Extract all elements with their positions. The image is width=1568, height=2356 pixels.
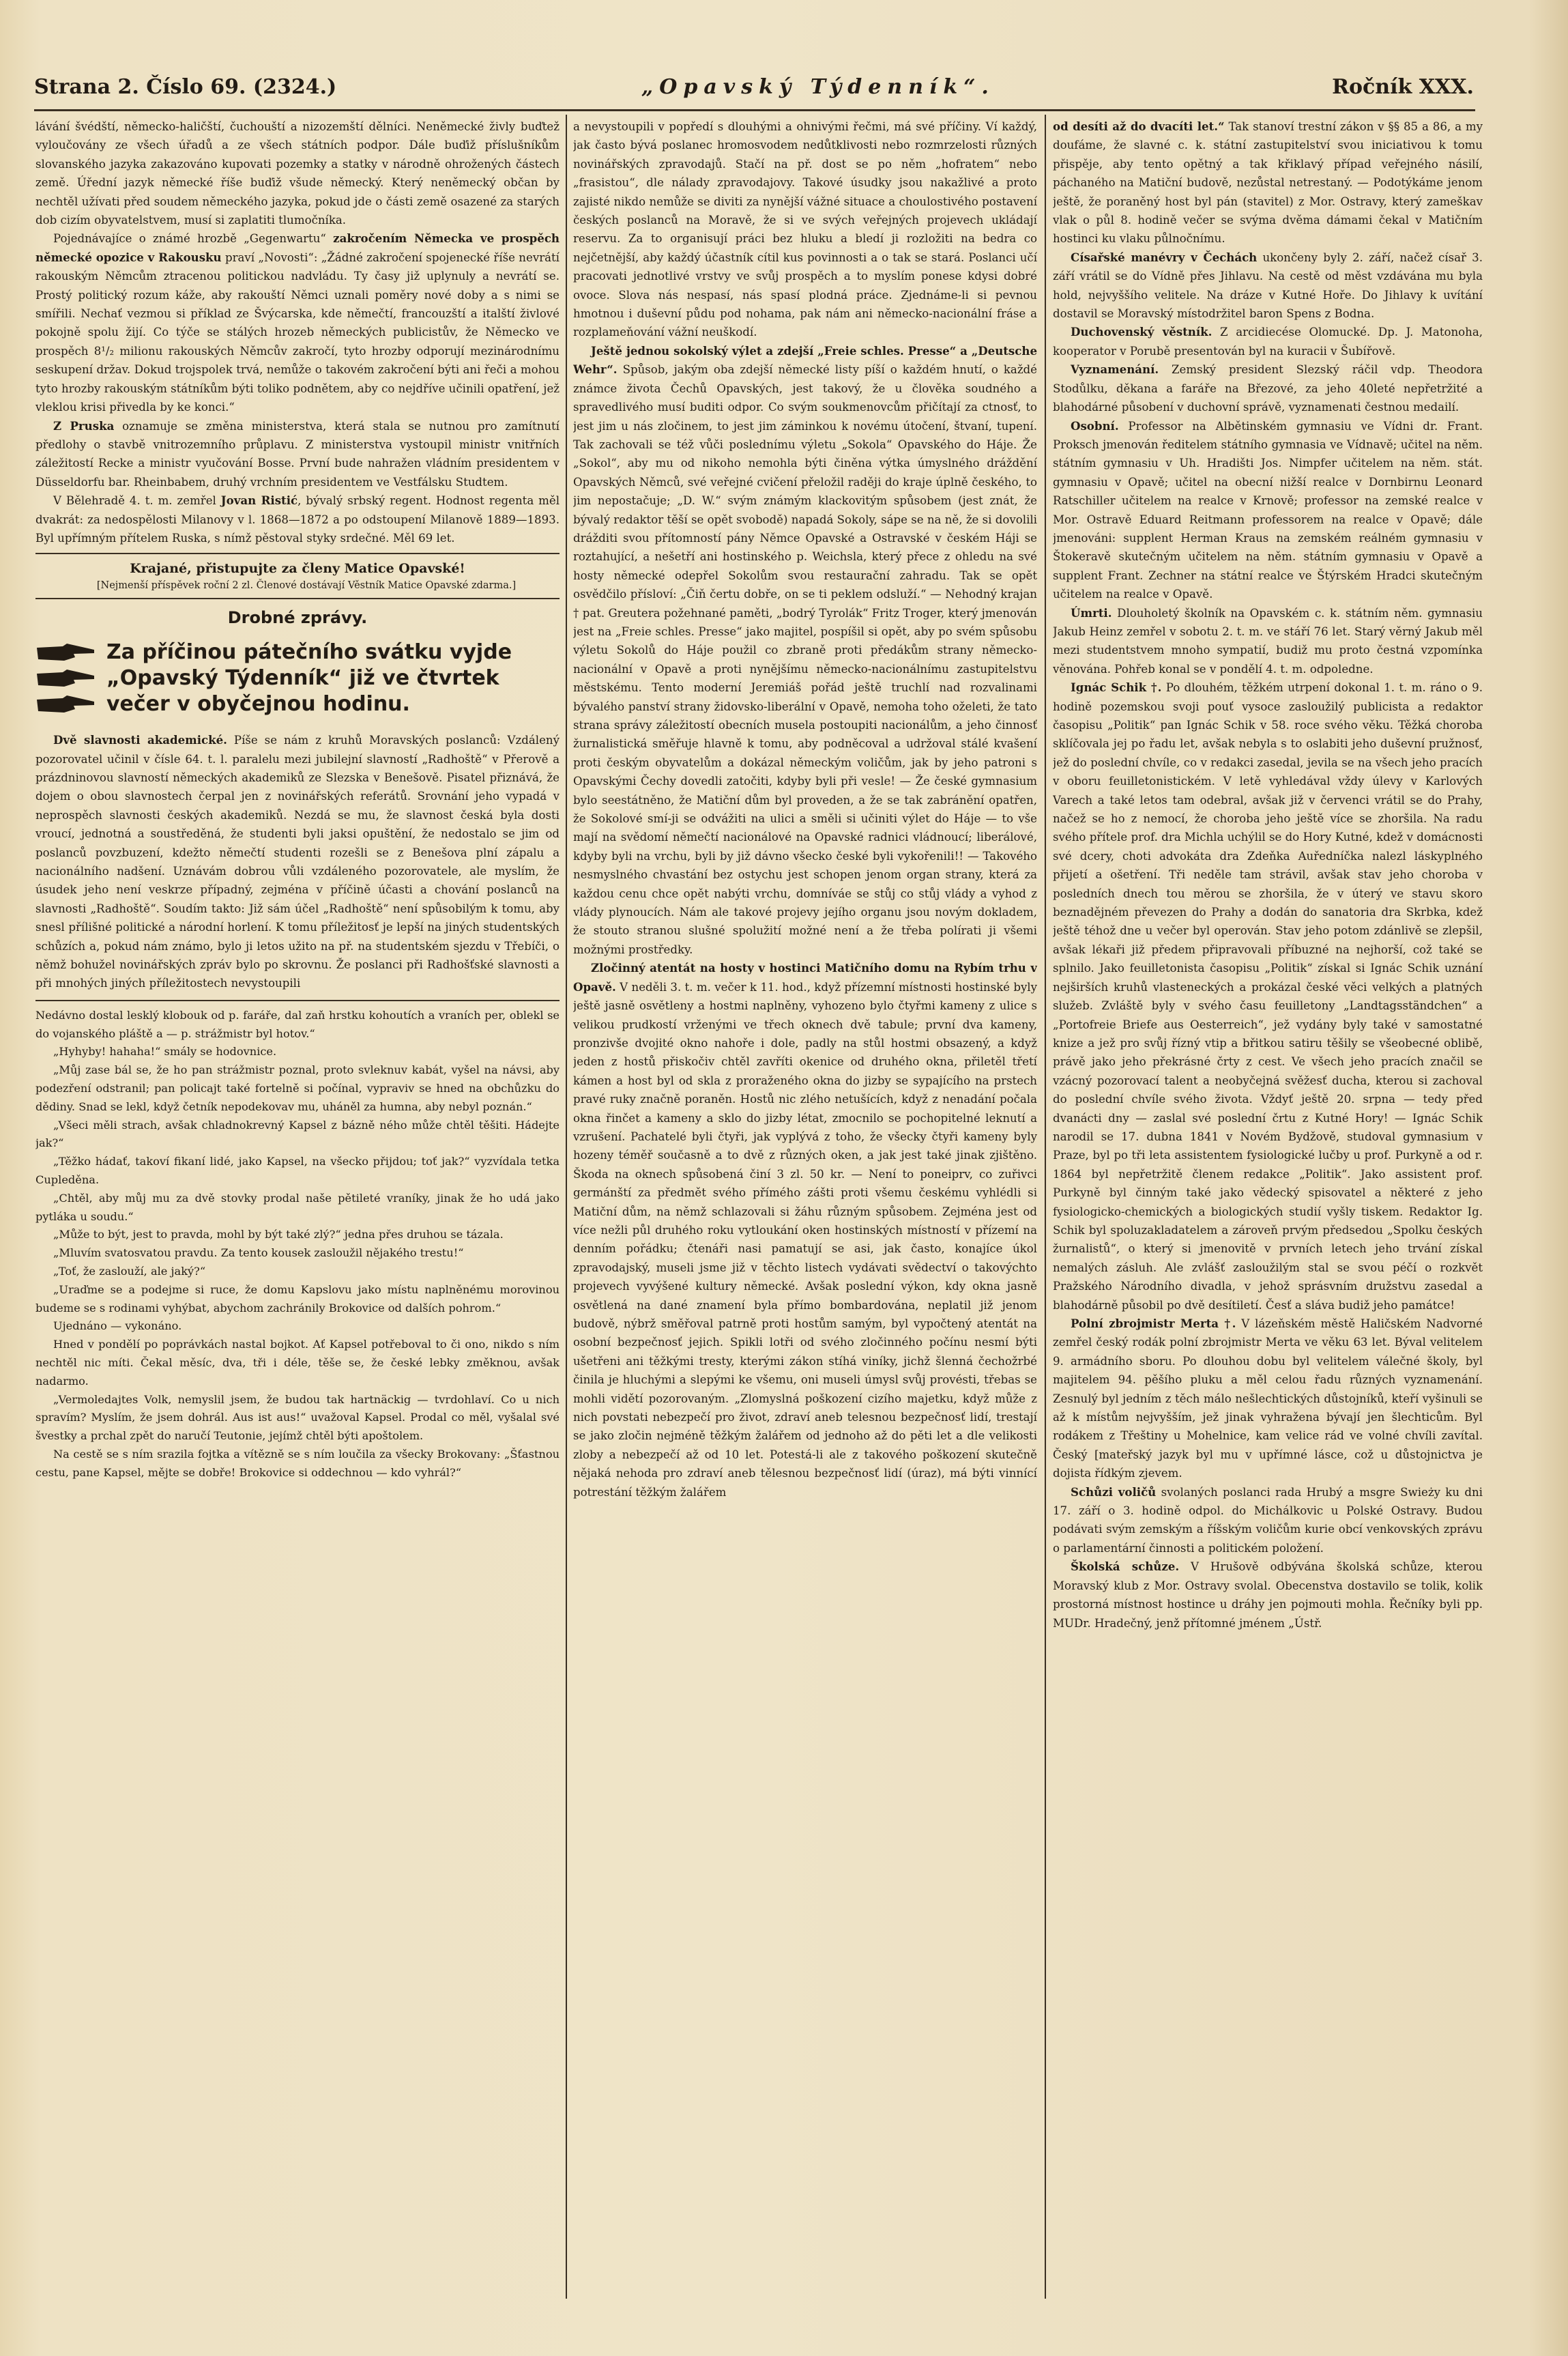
article-headline: Ještě jednou sokolský výlet a zdejší „Freie schles. Presse“ a „Deutsche Wehr“. — [573, 343, 1037, 377]
story-paragraph: Nedávno dostal lesklý klobouk od p. faráře, dal zaň hrstku kohoutích a vraních per, oblekl se do vojanského pláště a — p. strážmistr byl hotov.“ — [35, 1008, 560, 1040]
column-3 — [1053, 117, 1483, 2301]
article-headline: Schůzi voličů — [1071, 1484, 1157, 1499]
story-paragraph: Ujednáno — vykonáno. — [53, 1319, 182, 1333]
article-voters-meeting — [1053, 1483, 1483, 1558]
story-paragraph: „Vermoledajtes Volk, nemyslil jsem, že budou tak hartnäckig — tvrdohlaví. Co u nich spravím? Myslím, že jsem dohrál. Aus ist aus!“ uvažoval Kapsel. Prodal co měl, vyšalal své švestky a prchal zpět do naručí Teutonie, jejímž chtěl býti apoštolem. — [35, 1392, 560, 1443]
article-academic-celebrations — [35, 731, 560, 993]
feuilleton-story — [35, 1007, 560, 1482]
column-rule-1 — [566, 115, 567, 2299]
column-2 — [573, 117, 1037, 2301]
matice-appeal-note: [Nejmenší příspěvek roční 2 zl. Členové dostávají Věstník Matice Opavské zdarma.] — [96, 579, 517, 591]
notice-row — [35, 640, 560, 665]
article-headline: Dvě slavnosti akademické. — [53, 733, 227, 747]
article-text: svolaných poslanci rada Hrubý a msgre Swieży ku dni 17. září o 3. hodině odpol. do Michálkovic u Polské Ostravy. Budou podávati svým zemským a říšským voličům kurie obcí venkovských zprávu o parlamentární činnosti a politickém položení. — [1053, 1485, 1483, 1555]
page-number-issue: Strana 2. Číslo 69. (2324.) — [34, 75, 337, 99]
story-paragraph: „Může to být, jest to pravda, mohl by být také zlý?“ jedna přes druhou se tázala. — [53, 1228, 504, 1241]
article-headline: Duchovenský věstník. — [1071, 325, 1213, 339]
article-headline: Z Pruska — [53, 418, 115, 433]
article-honours — [1053, 360, 1483, 416]
article-headline: Vyznamenání. — [1071, 362, 1159, 377]
notice-row — [35, 665, 560, 691]
article-prussia — [35, 417, 560, 492]
header-rule — [34, 109, 1475, 111]
article-text: , bývalý srbský regent. Hodnost regenta měl dvakrát: za nedospělosti Milanovy v l. 1868—1872 a po odstoupení Milanově 1889—1893. Byl upřímným přítelem Ruska, s nímž pěstoval styky srdečné. Měl 69 let. — [35, 494, 560, 545]
article-text: oznamuje se změna ministerstva, která stala se nutnou pro zamítnutí předlohy o stavbě vnitrozemního průplavu. Z ministerstva vystoupil ministr vnitřních záležitostí Recke a ministr vyučování Bosse. První bude nahražen vládním presidentem v Düsseldorfu bar. Rheinbabem, druhý vrchním presidentem ve Vestfálsku Studtem. — [35, 419, 560, 489]
article-headline: od desíti až do dvacíti let.“ — [1053, 119, 1225, 133]
article-headline: Osobní. — [1071, 418, 1119, 433]
article-text: praví „Novosti“: „Žádné zakročení spojenecké říše nevrátí rakouským Němcům ztracenou politickou nadvládu. Ty časy již uplynuly a nevrátí se. Prostý politický rozum káže, aby rakouští Němci uznali poměry nové doby a s nimi se smířili. Nechať vezmou si příklad ze Švýcarska, kde němečtí, francouzští a italští živlové pokojně spolu žijí. Co týče se stálých hrozeb německých publicistův, že Německo ve prospěch 8¹/₂ milionu rakouských Němcův zakročí, tyto hrozby odporují mezinárodnímu seskupení držav. Dokud trojspolek trvá, nemůže o takovém zakročení býti ani řeči a mohou tyto hrozby rakouským státníkům býti toliko podnětem, aby co nejdříve učinili opatření, jež vleklou krisi přivedla by ke konci.“ — [35, 250, 560, 414]
article-continued: lávání švédští, německo-haličští, čuchouští a nizozemští dělníci. Neněmecké živly buďtež vyloučovány ze všech úřadů a ze všech státních podpor. Dále buďiž příslušníkům slovanského jazyka zakazováno kupovati pozemky a statky v národně ohrožených částech země. Úřední jazyk německé říše buďiž všude německý. Který neněmecký občan by nechtěl užívati před soudem německého jazyka, pokud jde o části země osazené za starých dob cizím obyvatelstvem, musí si zaplatiti tlumočníka. — [35, 120, 560, 227]
article-text: V Bělehradě 4. t. m. zemřel — [53, 494, 221, 508]
column-1 — [35, 117, 560, 2301]
pointing-hand-icon — [35, 642, 97, 663]
article-text: V Hrušově odbývána školská schůze, kterou Moravský klub z Mor. Ostravy svolal. Obecenstva dostavilo se tolik, kolik prostorná místnost hostince u dráhy jen pojmouti mohla. Řečníky byli pp. MUDr. Hradečný, jenž přítomné jménem „Ústř. — [1053, 1560, 1483, 1630]
article-text: Dlouholetý školník na Opavském c. k. státním něm. gymnasiu Jakub Heinz zemřel v sobotu 2. t. m. ve stáří 76 let. Starý věrný Jakub měl mezi studentstvem mnoho sympatií, budiž mu proto čestná vzpomínka věnována. Pohřeb konal se v pondělí 4. t. m. odpoledne. — [1053, 606, 1483, 676]
article-text: Professor na Albětinském gymnasiu ve Vídni dr. Frant. Proksch jmenován ředitelem státního gymnasia ve Vídnavě; učitel na něm. státním gymnasiu v Uh. Hradišti Jos. Nimpfer učitelem na něm. stát. gymnasiu v Opavě; učitel na obecní nižší realce v Dornbirnu Leonard Ratschiller učitelem na realce v Krnově; professor na zemské realce v Mor. Ostravě Eduard Reitmann professorem na realce v Opavě; dále jmenováni: supplent Herman Kraus na zemském reálném gymnasiu v Štokeravě skutečným učitelem na něm. státním gymnasiu v Opavě a supplent Frant. Zechner na státní realce ve Štýrském Hradci skutečným učitelem na realce v Opavě. — [1053, 419, 1483, 601]
matice-appeal-title: Krajané, přistupujte za členy Matice Opavské! — [130, 561, 465, 577]
pointing-hand-icon — [35, 668, 97, 689]
volume-number: Ročník XXX. — [1332, 75, 1474, 99]
article-headline: Jovan Ristić — [220, 493, 298, 508]
article-death — [1053, 604, 1483, 679]
pointing-hand-icon — [35, 694, 97, 715]
article-merta — [1053, 1315, 1483, 1483]
article-attack-matice-house — [573, 959, 1037, 1502]
article-ristic — [35, 491, 560, 547]
article-clergy-news — [1053, 323, 1483, 360]
story-paragraph: „Hyhyby! hahaha!“ smály se hodovnice. — [53, 1045, 277, 1059]
story-paragraph: „Uraďme se a podejme si ruce, že domu Kapslovu jako místu naplněnému morovinou budeme se s rodinami vyhýbat, abychom zachránily Brokovice od dalších pohrom.“ — [35, 1282, 560, 1315]
article-text: Tak stanoví trestní zákon v §§ 85 a 86, a my doufáme, že slavné c. k. státní zastupitelství svou iniciativou k tomu přispěje, aby tento opětný a tak křiklavý případ veřejného násilí, páchaného na Matiční budově, nezůstal netrestaný. — Podotýkáme jenom ještě, že poraněný host byl pán (stavitel) z Mor. Ostravy, který zameškav vlak o půl 8. hodině večer se svýma dvěma dámami čekal v Matičním hostinci ku vlaku půlnočnímu. — [1053, 120, 1483, 246]
article-text: ukončeny byly 2. září, načež císař 3. září vrátil se do Vídně přes Jihlavu. Na cestě od měst vzdávána mu byla hold, nejvyššího velitele. Na dráze v Kutné Hoře. Do Jihlavy k uvítání dostavil se Moravský místodržitel baron Spens z Bodna. — [1053, 250, 1483, 321]
page-header — [34, 75, 1474, 106]
article-text: Z arcidiecése Olomucké. Dp. J. Matonoha, kooperator v Porubě presentován byl na kuracii v Šubířově. — [1053, 326, 1483, 358]
article-text: Zemský president Slezský ráčil vdp. Theodora Stodůlku, děkana a faráře na Březové, za jeho 40leté nepřetržité a blahodárné působení v duchovní správě, vyznamenati čestnou medailí. — [1053, 363, 1483, 414]
article-headline: Ignác Schik †. — [1071, 680, 1162, 695]
article-intervention-germany — [35, 229, 560, 416]
article-headline: Císařské manévry v Čechách — [1071, 250, 1258, 264]
article-school-meeting — [1053, 1557, 1483, 1633]
article-text: Pojednávajíce o známé hrozbě „Gegenwartu“ — [53, 232, 334, 246]
article-text: Po dlouhém, těžkém utrpení dokonal 1. t. m. ráno o 9. hodině pozemskou svoji pouť vysoce zasloužilý publicista a redaktor časopisu „Politik“ pan Ignác Schik v 58. roce svého věku. Těžká choroba sklíčovala jej po řadu let, avšak nebyla s to oslabiti jeho duševní pružnosť, jež do poslední chvíle, co v redakci zasedal, jevila se na všech jeho pracích v oboru feuilletonistickém. V letě vyhledával vždy úlevy v Karlových Varech a také letos tam odebral, avšak již v červenci vrátil se do Prahy, načež se ho z nemocí, že choroba jeho ještě více se zhoršila. Na radu svého přítele prof. dra Michla uchýlil se do Hory Kutné, kdež v domácnosti své dcery, choti advokáta dra Zdeňka Auředníčka nalezl láskyplného přijetí a ošetření. Tři neděle tam strávil, avšak stav jeho choroba v posledních dnech tou měrou se zhoršila, že v úterý ve stavu skoro beznadějném převezen do Prahy a dodán do sanatoria dra Skrbka, kdež ještě téhož dne u večer byl operován. Stav jeho potom zdánlivě se zlepšil, avšak lékaři již předem připravovali příbuzné na nejhorší, což také se splnilo. Jako feuilletonista časopisu „Politik“ získal si Ignác Schik uznání nejširších kruhů vlasteneckých a prokázal české věci velkých a platných služeb. Zvláště byly v svého času feuilletony „Landtagsständchen“ a „Portofreie Briefe aus Oesterreich“, jež vydány byly také v samostatné knize a jež pro svůj řízný vtip a břitkou satiru těšily se všeobecné oblibě, právě jako jeho překrásné črty z cest. Ve všech jeho pracích značil se vzácný pozorovací talent a neobyčejná svěžesť ducha, kterou si zachoval do poslední chvíle svého života. Vždyť ještě 20. srpna — tedy před dvanácti dny — zaslal své poslední črtu z Kutné Hory! — Ignác Schik narodil se 17. dubna 1841 v Novém Bydžově, studoval gymnasium v Praze, byl po tři leta assistentem fysiologické lučby u prof. Purkyně a od r. 1864 byl nepřetržitě členem redakce „Politik“. Jako assistent prof. Purkyně byl činným také jako vědecký spisovatel a některé z jeho fysiologicko-chemických a biologických studií vyšly tiskem. Redaktor Ig. Schik byl spoluzakladatelem a zároveň prvým předsedou „Spolku českých žurnalistů“, o který si jmenovitě v prvních letech jeho trvání získal nemalých zásluh. Ale zvlášť zasloužilým stal se svou péčí o rozkvět Pražského Národního divadla, v jehož sprásvním družstvu zasedal a blahodárně působil po dvě desítiletí. Česť a sláva budiž jeho památce! — [1053, 681, 1483, 1312]
story-paragraph: „Chtěl, aby můj mu za dvě stovky prodal naše pětileté vraníky, jinak že ho udá jako pytláka u soudu.“ — [35, 1191, 560, 1223]
story-paragraph: „Všeci měli strach, avšak chladnokrevný Kapsel z bázně ného může chtěl těšiti. Hádejte jak?“ — [35, 1118, 560, 1150]
notice-line: „Opavský Týdenník“ již ve čtvrtek — [106, 666, 499, 691]
story-paragraph: „Můj zase bál se, že ho pan strážmistr poznal, proto svleknuv kabát, vyšel na návsi, aby podezření odstranil; pan policajt také fortelně si počínal, vypraviv se hned na obchůzku do dědiny. Snad se lekl, když četník nepodekovav mu, uháněl za humna, aby nebyl poznán.“ — [35, 1063, 560, 1113]
section-title-short-news: Drobné zprávy. — [227, 607, 368, 627]
article-headline: Zločinný atentát na hosty v hostinci Matičního domu na Rybím trhu v Opavě. — [573, 961, 1037, 994]
notice-line: večer v obyčejnou hodinu. — [106, 692, 410, 717]
article-sokol-trip — [573, 342, 1037, 959]
article-headline: Polní zbrojmistr Merta †. — [1071, 1317, 1236, 1330]
article-personal — [1053, 417, 1483, 604]
article-continued — [1053, 117, 1483, 248]
notice-line: Za příčinou pátečního svátku vyjde — [106, 640, 512, 665]
article-text: Spůsob, jakým oba zdejší německé listy píší o každém hnutí, o každé známce života Čechů Opavských, jest takový, že u člověka soudného a spravedlivého musí buditi odpor. Co svým soukmenovcům přičítají za ctnosť, to jest jim u nás zločinem, to jest jim záminkou k novému útočení, štvaní, tupení. Tak zachovali se též vůči poslednímu výletu „Sokola“ Opavského do Háje. Že „Sokol“, aby mu od nikoho nemohla býti činěna výtka úmyslného dráždění Opavských Němců, své veřejné cvičení přeložil raději do kraje úplně českého, to jim nepostačuje; „D. W.“ svým známým klackovitým spůsobem (jest znát, že bývalý redaktor těší se opět svobodě) napadá Sokoly, sápe se na ně, že si dovolili drážditi svou přítomností pány Němce Opavské a Ostravské v českém Háji se roztahující, a nešetří ani hostinského p. Weichsla, který přece z ohledu na své hosty německé odepřel Sokolům svou restaurační zahradu. Tak se opět osvědčilo přísloví: „Čiň čertu dobře, on se ti peklem odsluží.“ — Nehodný krajan † pat. Greutera požehnané paměti, „bodrý Tyrolák“ Fritz Troger, který jmenován jest na „Freie schles. Presse“ jako majitel, pospíšil si opět, aby po svém spůsobu výletu Sokolů do Háje použil co zbraně proti předákům strany německo-nacionální v Opavě a proti nynějšímu německo-nacionálnímu zastupitelstvu městskému. Tento moderní Jeremiáš pořád ještě truchlí nad rozvalinami bývalého panství strany židovsko-liberální v Opavě, nemoha toho oželeti, že tato strana správy záležitostí obecních musela postoupiti nacionálům, a jeho činnosť žurnalistická směřuje hlavně k tomu, aby podněcoval a udržoval stálé kvašení proti českým obyvatelům a dokázal německým voličům, jak by jeho patroni s Opavskými Čechy dovedli zatočiti, kdyby byli při vesle! — Že české gymnasium bylo seestátněno, že Matiční dům byl proveden, a že se tak zabránění opatřen, že Sokolové smí-ji se odvážiti na ulici a směli si učiniti výlet do Háje — to vše mají na svědomí němečtí nacionálové na Opavské radnici vládnoucí; liberálové, kdyby byli na vrchu, byli by již dávno všecko české byli vykořenili!! — Takového nesmyslného chvastání bez ostychu jest schopen jenom organ strany, která za každou cenu chce opět nabýti vrchu, domníváe se stůj co stůj vlády a vyhod z vlády plynoucích. Nám ale takové projevy jejího organu jsou novým dokladem, že stouto stranou slušné spolužití možné není a že třeba polírati ji všemi možnými prostředky. — [573, 363, 1037, 956]
section-divider — [35, 553, 560, 554]
holiday-notice — [35, 640, 560, 717]
article-continued: a nevystoupili v popředí s dlouhými a ohnivými řečmi, má své příčiny. Ví každý, jak často bývá poslanec hromosvodem nedůtklivosti nebo rozmrzelosti různých novinářských zpravodajů. Stačí na př. dost se po něm „hofratem“ nebo „frasistou“, dle nálady zpravodajovy. Takové úsudky jsou nakažlivé a proto zajisté nikdo nemůže se diviti za nynější vážné situace a choulostivého postavení českých poslanců na Moravě, že si ve svých veřejných projevech ukládají reservu. Za to organisují práci bez hluku a bledí ji rozložiti na bedra co nejčetnější, aby každý účastník cítil kus povinnosti a o tak se stará. Poslanci učí pracovati jednotlivé vrstvy ve svůj prospěch a to myslím ponese kdysi dobré ovoce. Slova nás nespasí, nás spasí plodná práce. Zjednáme-li si pevnou hmotnou i duševní půdu pod nohama, pak nám ani německo-nacionální fráse a rozplameňování vážní neuškodí. — [573, 120, 1037, 339]
article-headline: Školská schůze. — [1071, 1560, 1180, 1574]
section-divider — [35, 598, 560, 599]
notice-row — [35, 691, 560, 717]
story-paragraph: „Mluvím svatosvatou pravdu. Za tento kousek zasloužil nějakého trestu!“ — [53, 1246, 464, 1260]
story-paragraph: „Těžko hádať, takoví fikaní lidé, jako Kapsel, na všecko přijdou; toť jak?“ vyzvídala tetka Cupleděna. — [35, 1155, 560, 1187]
article-text: V lázeňském městě Haličském Nadvorné zemřel český rodák polní zbrojmistr Merta ve věku 63 let. Býval velitelem 9. armádního sboru. Po dlouhou dobu byl velitelem válečné školy, byl majitelem 94. pěšího pluku a měl celou řadu různých vyznamenání. Zesnulý byl jedním z těch málo nešlechtických důstojníků, kteří vyšinuli se až k místům nejvyšším, jež jinak vyhražena bývají jen šlechticům. Byl rodákem z Třeštiny u Mohelnice, kam velice rád ve volné chvíli zavítal. Český [mateřský jazyk byl mu v upřímné lásce, což u důstojnictva je dojista řídkým zjevem. — [1053, 1317, 1483, 1480]
article-headline: zakročením Německa ve prospěch německé opozice v Rakousku — [35, 231, 560, 264]
article-text: V neděli 3. t. m. večer k 11. hod., když přízemní místnosti hostinské byly ještě jasně osvětleny a hostmi naplněny, vyhozeno bylo čtyřmi kameny z ulice s velikou prudkostí vrženými ve třech oknech dvě tabule; první dva kameny, pronzivše dvojité okno nahoře i dole, padly na stůl hostmi obsazený, a když jeden z hostů přiskočiv chtěl zavříti okenice od druhého okna, přiletěl třetí kámen a host byl od skla z proraženého okna do jizby se sypajícího na prstech pravé ruky značně poraněn. Hostů nic zlého netušících, když z nenadání počala okna řinčet a kameny a sklo do jizby létat, zmocnilo se pochopitelné leknutí a vzrušení. Pachatelé byli čtyři, jak vyplývá z toho, že všecky čtyři kameny byly hozeny téměř současně a to dvě z různých oken, a jak jest také jinak zjištěno. Škoda na oknech spůsobená činí 3 zl. 50 kr. — Není to poneiprv, co zuřivci germánští za předmět svého přímého zášti proti všemu českému vyhlédli si Matiční dům, na němž schlazovali si žáhu různým spůsobem. Zejména jest od více nežli půl druhého roku vytloukání oken hostinských místností v přízemí na denním pořádku; čtenáři nasi pamatují se asi, jak často, konajíce úkol zpravodajský, museli jsme již v těchto listech vydávati svědectví o takovýchto projevech vyvýšené kultury německé. Avšak poslední výkon, kdy okna jasně osvětlená na dané znamení byla přímo bombardována, neplatil již jenom budově, nýbrž směřoval patrně proti hostům samým, byl vypočtený atentát na osobní bezpečnosť jejich. Spikli lotři od svého zločinného počínu nesmí býti ušetřeni ani těžkými tresty, kterými zákon stíhá viníky, jichž šlenná čechožrbé činila je hluchými a slepými ke všemu, oni museli úmysl svůj provésti, třebas se mohli vidětí pozorovaným. „Zlomyslná poškození cizího majetku, když může z nich povstati nebezpečí pro život, zdraví aneb telesnou bezpečnosť lidí, trestají se jako zločin nejméně těžkým žalářem od jednoho až do pěti let a dle velikosti zloby a nebezpečí až od 10 let. Potestá-li ale z takového poškození skutečně nějaká nehoda pro zdraví aneb tělesnou bezpečnosť lidí (úraz), má býti vinnící potrestání těžkým žalářem — [573, 980, 1037, 1499]
story-paragraph: „Toť, že zaslouží, ale jaký?“ — [53, 1265, 206, 1278]
article-text: Píše se nám z kruhů Moravských poslanců: Vzdálený pozorovatel učinil v čísle 64. t. l. paralelu mezi jubilejní slavností „Radhoště“ v Přerově a prázdninovou slavností německých akademiků ze Slezska v Benešově. Pisatel přiznává, že dojem o obou slavnostech čerpal jen z novinářských referátů. Srovnání jeho vypadá v neprospěch slavnosti českých akademiků. Nezdá se mu, že slavnost česká byla dosti vroucí, jednotná a soustředěná, že studenti byli jaksi opuštění, že nedostalo se jim od poslanců povzbuzení, kdežto němečtí studenti rozešli se z Benešova plní zápalu a nacionálního nadšení. Uznávám dobrou vůli vzdáleného pozorovatele, ale myslím, že úsudek jeho není veskrze případný, zejména v příčině účasti a chování poslanců na slavnosti „Radhoště“. Soudím takto: Již sám účel „Radhoště“ není spůsobilým k tomu, aby snesl přílišné politické a národní horlení. K tomu příležitosť je lepší na jiných studentských schůzích a, pokud nám známo, bylo ji letos užito na př. na studentském sjezdu v Třebíči, o němž bohužel novinářských zpráv bylo po skrovnu. Že poslanci při Radhošťské slavnosti a při mnohých jiných příležitostech nevystoupili — [35, 734, 560, 990]
article-headline: Úmrti. — [1071, 605, 1112, 620]
newspaper-title: „Opavský Týdenník“. — [641, 75, 995, 99]
column-rule-2 — [1045, 115, 1046, 2299]
story-paragraph: Hned v pondělí po poprávkách nastal bojkot. Ať Kapsel potřeboval to či ono, nikdo s ním nechtěl nic míti. Čekal měsíc, dva, tři i déle, těše se, že české lebky změknou, avšak nadarmo. — [35, 1338, 560, 1388]
article-manoeuvres — [1053, 248, 1483, 324]
story-paragraph: Na cestě se s ním srazila fojtka a vítězně se s ním loučila za všecky Brokovany: „Šťastnou cestu, pane Kapsel, mějte se dobře! Brokovice si oddechnou — kdo vyhrál?“ — [35, 1447, 560, 1479]
feuilleton-divider — [35, 1000, 560, 1001]
article-ignac-schik — [1053, 678, 1483, 1315]
